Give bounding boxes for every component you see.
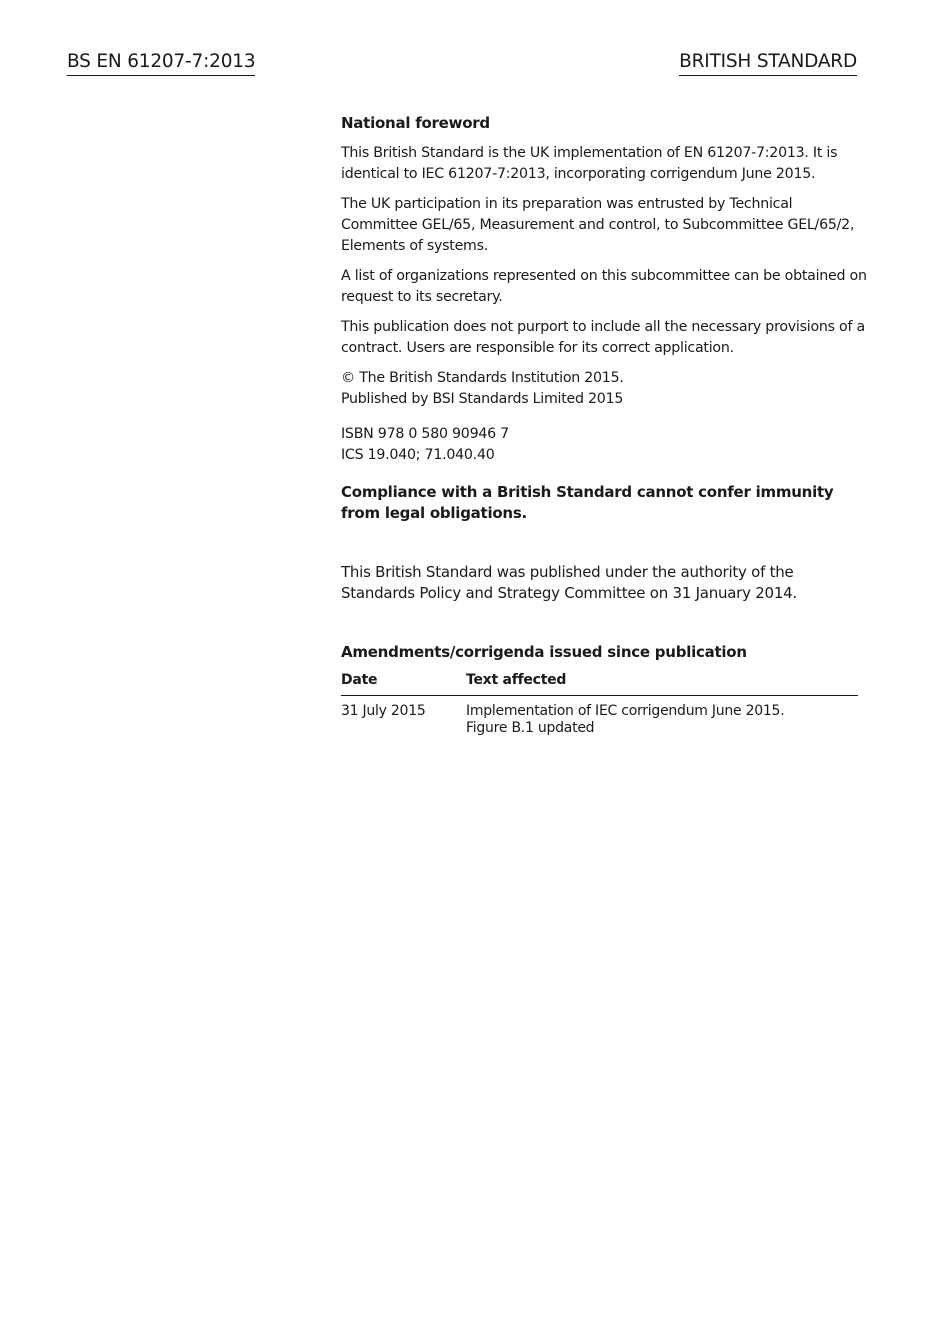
copyright-notice: © The British Standards Institution 2015. — [341, 370, 624, 386]
foreword-paragraph-organizations: A list of organizations represented on this subcommittee can be obtained on request to its secretary. — [341, 268, 867, 305]
foreword-paragraph-implementation: This British Standard is the UK implementation of EN 61207-7:2013. It is identical to IEC 61207-7:2013, incorporating corrigendum June 2015. — [341, 145, 838, 182]
amendment-date: 31 July 2015 — [341, 703, 426, 719]
table-row — [341, 696, 858, 738]
foreword-title: National foreword — [341, 114, 490, 132]
amendment-text-line: Figure B.1 updated — [466, 720, 595, 736]
column-header-date: Date — [341, 672, 466, 696]
document-code: BS EN 61207-7:2013 — [67, 50, 255, 76]
isbn-number: ISBN 978 0 580 90946 7 — [341, 426, 509, 442]
amendments-header-row — [341, 672, 858, 696]
isbn-block — [341, 424, 871, 466]
amendments-title: Amendments/corrigenda issued since publication — [341, 643, 747, 661]
foreword-paragraph-provisions: This publication does not purport to include all the necessary provisions of a contract. Users are responsible for its correct application. — [341, 319, 865, 356]
publisher-notice: Published by BSI Standards Limited 2015 — [341, 391, 624, 407]
column-header-text-affected: Text affected — [466, 672, 858, 696]
compliance-statement: Compliance with a British Standard cannot confer immunity from legal obligations. — [341, 483, 834, 522]
foreword-paragraph-participation: The UK participation in its preparation was entrusted by Technical Committee GEL/65, Measurement and control, to Subcommittee GEL/65/2, Elements of systems. — [341, 196, 855, 254]
amendment-text — [466, 696, 858, 738]
ics-number: ICS 19.040; 71.040.40 — [341, 447, 495, 463]
national-foreword-section — [341, 113, 871, 737]
amendments-table — [341, 672, 858, 737]
amendment-text-line: Implementation of IEC corrigendum June 2015. — [466, 703, 785, 719]
standard-type-label: BRITISH STANDARD — [679, 50, 857, 76]
publication-authority-statement: This British Standard was published under the authority of the Standards Policy and Strategy Committee on 31 January 2014. — [341, 563, 797, 602]
copyright-block — [341, 368, 871, 410]
